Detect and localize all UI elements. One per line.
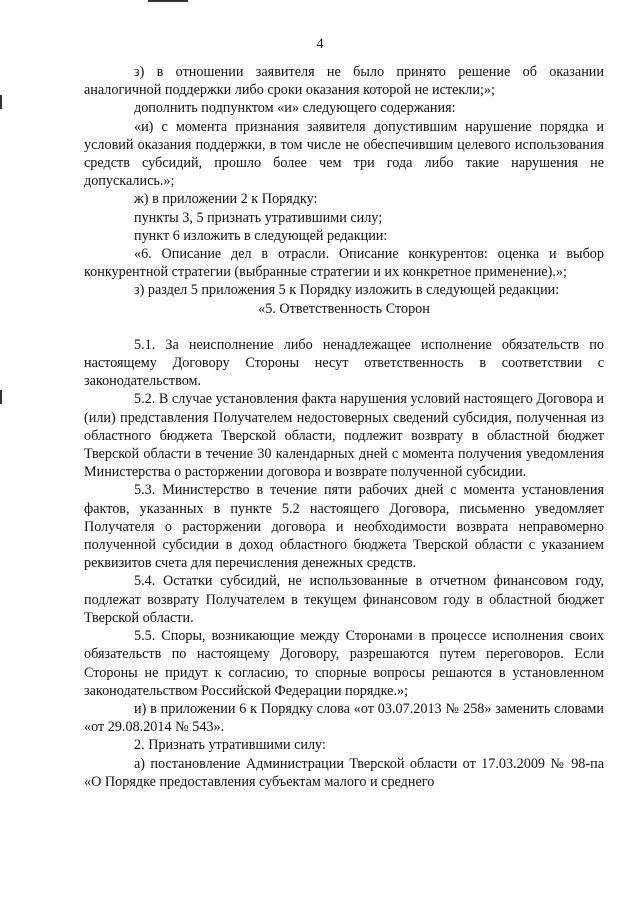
paragraph: «6. Описание дел в отрасли. Описание конкурентов: оценка и выбор конкурентной стратегии (выбранные стратегии и их конкретное применение).»; bbox=[84, 246, 604, 281]
paragraph: ж) в приложении 2 к Порядку: bbox=[134, 191, 318, 208]
paragraph: дополнить подпунктом «и» следующего содержания: bbox=[134, 100, 456, 117]
page-number: 4 bbox=[316, 36, 324, 52]
scan-mark-left-2 bbox=[0, 390, 2, 404]
paragraph: и) в приложении 6 к Порядку слова «от 03.07.2013 № 258» заменить словами «от 29.08.2014 № 543». bbox=[84, 700, 604, 736]
blank-line bbox=[84, 318, 604, 336]
paragraph: 5.5. Споры, возникающие между Сторонами в процессе исполнения своих обязательств по настоящему Договору, разрешаются путем переговоров. Если Стороны не придут к согласию, то спорные вопросы решаются в установленном законодательством Российской Федерации порядке.»; bbox=[84, 628, 604, 699]
paragraph: з) в отношении заявителя не было принято решение об оказании аналогичной поддержки либо сроки оказания которой не истекли;»; bbox=[84, 64, 604, 99]
paragraph: 5.1. За неисполнение либо ненадлежащее исполнение обязательств по настоящему Договору Стороны несут ответственность в соответствии с законодательством. bbox=[84, 336, 604, 390]
paragraph: пункты 3, 5 признать утратившими силу; bbox=[134, 209, 383, 226]
paragraph: «и) с момента признания заявителя допустившим нарушение порядка и условий оказания поддержки, в том числе не обеспечившим целевого использования средств субсидий, прошло более чем три года либо такие нарушения не допускались.»; bbox=[84, 118, 604, 190]
paragraph: з) раздел 5 приложения 5 к Порядку изложить в следующей редакции: bbox=[134, 282, 560, 299]
paragraph: 5.3. Министерство в течение пяти рабочих дней с момента установления фактов, указанных в пункте 5.2 настоящего Договора, письменно уведомляет Получателя о расторжении договора и необходимости возврата неправомерно полученной субсидии в доход областного бюджета Тверской области с указанием реквизитов счета для перечисления денежных средств. bbox=[84, 482, 604, 572]
document-body bbox=[84, 63, 604, 791]
scan-mark-top bbox=[148, 0, 188, 2]
scan-mark-left-1 bbox=[0, 95, 2, 109]
paragraph: пункт 6 изложить в следующей редакции: bbox=[134, 227, 388, 244]
section-heading: «5. Ответственность Сторон bbox=[258, 300, 430, 317]
paragraph: 5.2. В случае установления факта нарушения условий настоящего Договора и (или) представления Получателем недостоверных сведений субсидия, полученная из областного бюджета Тверской области, подлежит возврату в областной бюджет Тверской области в течение 30 календарных дней с момента получения уведомления Министерства о расторжении договора и возврате полученной субсидии. bbox=[84, 391, 604, 481]
paragraph: 5.4. Остатки субсидий, не использованные в отчетном финансовом году, подлежат возврату Получателем в текущем финансовом году в областной бюджет Тверской области. bbox=[84, 573, 604, 626]
paragraph: 2. Признать утратившими силу: bbox=[134, 737, 326, 754]
paragraph: а) постановление Администрации Тверской области от 17.03.2009 № 98-па «О Порядке предоставления субъектам малого и среднего bbox=[84, 755, 604, 790]
